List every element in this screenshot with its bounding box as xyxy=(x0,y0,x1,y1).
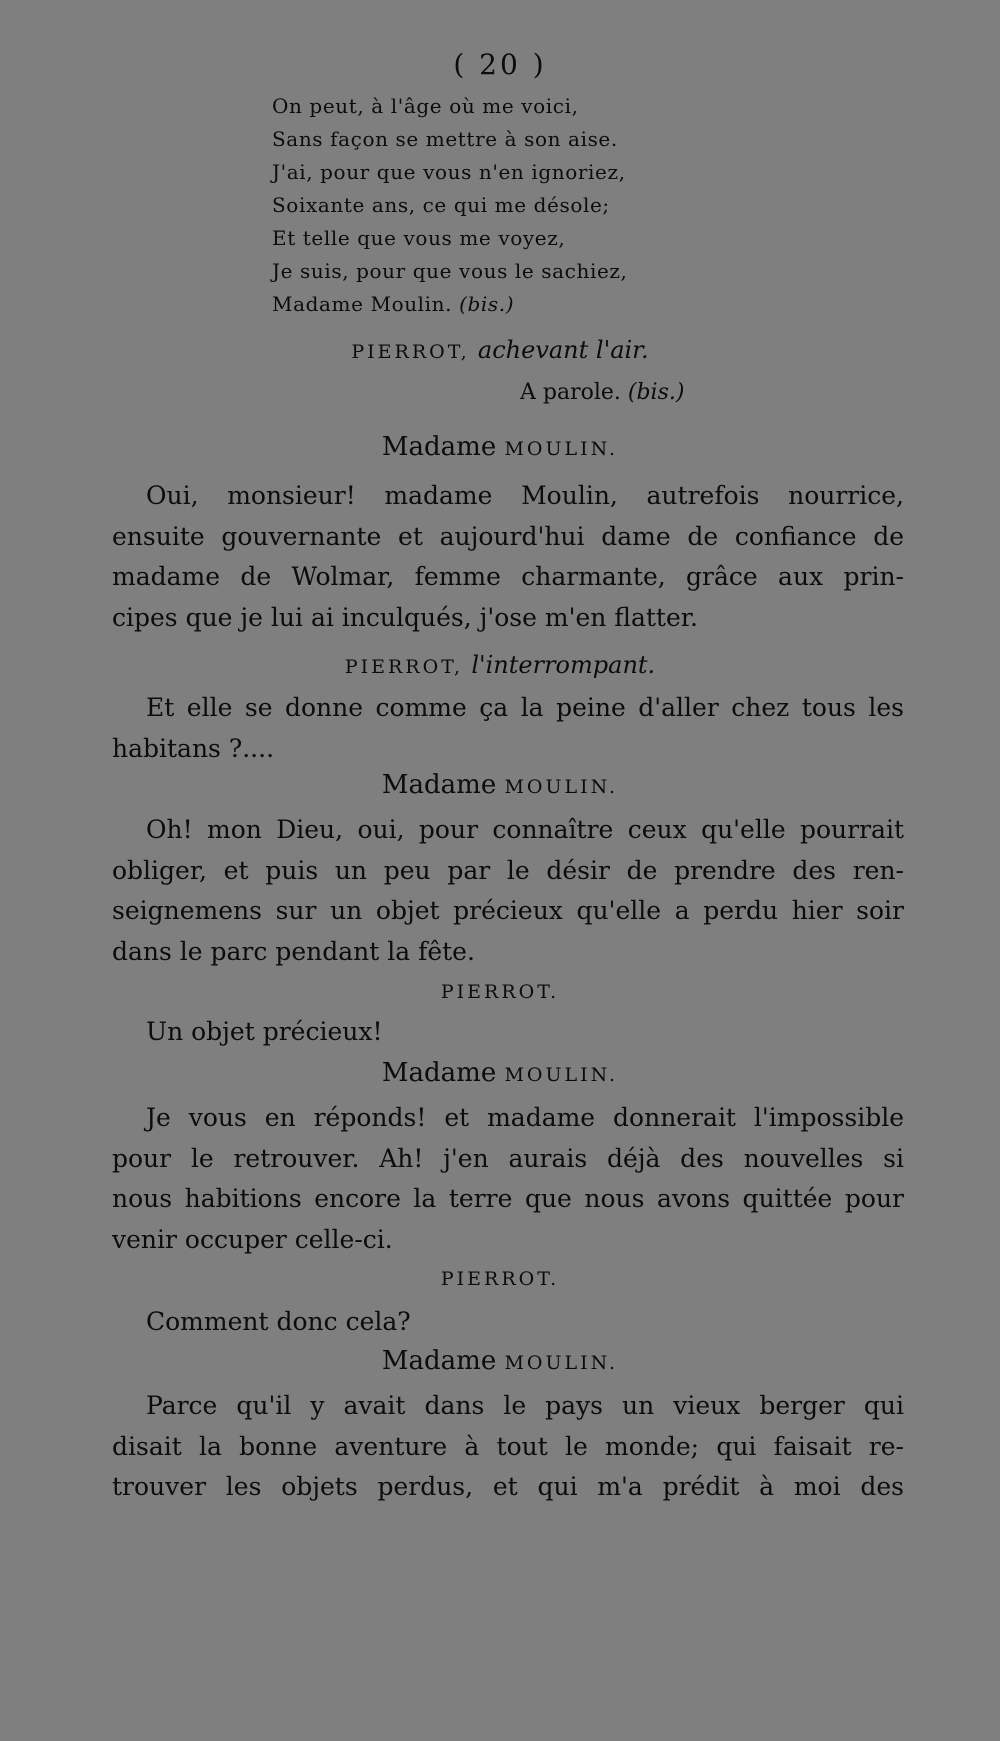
speaker-name: PIERROT, xyxy=(351,341,470,363)
paragraph-line: Et elle se donne comme ça la peine d'aller chez tous les xyxy=(146,693,904,722)
verse-line: Soixante ans, ce qui me désole; xyxy=(272,193,610,217)
a-parole-bis: (bis.) xyxy=(627,380,685,405)
dialogue-paragraph xyxy=(112,1098,904,1260)
paragraph-line: dans le parc pendant la fête. xyxy=(112,936,475,966)
speaker-prefix: Madame xyxy=(381,1058,497,1088)
speaker-heading xyxy=(0,770,1000,800)
speaker-heading xyxy=(0,975,1000,1005)
a-parole-line xyxy=(520,380,684,405)
verse-bis: (bis.) xyxy=(459,292,515,316)
verse-line: J'ai, pour que vous n'en ignoriez, xyxy=(272,160,626,184)
speaker-name: MOULIN. xyxy=(504,776,619,798)
speaker-heading xyxy=(0,432,1000,462)
paragraph-line: venir occuper celle-ci. xyxy=(112,1224,393,1254)
stage-direction: l'interrompant. xyxy=(471,651,656,679)
speaker-name: PIERROT. xyxy=(440,1268,560,1290)
speaker-heading xyxy=(0,335,1000,365)
verse-line: Je suis, pour que vous le sachiez, xyxy=(272,259,628,283)
paragraph-line: cipes que je lui ai inculqués, j'ose m'en flatter. xyxy=(112,602,698,632)
paragraph-line: Oui, monsieur! madame Moulin, autrefois nourrice, xyxy=(146,481,904,510)
dialogue-paragraph xyxy=(112,476,904,638)
a-parole-text: A parole. xyxy=(520,380,621,405)
paragraph-line: pour le retrouver. Ah! j'en aurais déjà des nouvelles si xyxy=(112,1143,904,1173)
dialogue-paragraph xyxy=(112,1302,904,1343)
speaker-name: PIERROT. xyxy=(440,981,560,1003)
speaker-heading xyxy=(0,1346,1000,1376)
speaker-name: PIERROT, xyxy=(344,656,464,678)
speaker-heading xyxy=(0,1058,1000,1088)
paragraph-line: seignemens sur un objet précieux qu'elle a perdu hier soir xyxy=(112,896,904,925)
dialogue-paragraph xyxy=(112,1386,904,1508)
paragraph-line: Je vous en réponds! et madame donnerait l'impossible xyxy=(146,1103,904,1132)
paragraph-line: trouver les objets perdus, et qui m'a prédit à moi des xyxy=(112,1472,904,1501)
speaker-name: MOULIN. xyxy=(504,438,619,460)
page-number: ( 20 ) xyxy=(453,48,547,81)
stage-direction: achevant l'air. xyxy=(477,336,649,364)
paragraph-line: obliger, et puis un peu par le désir de prendre des ren- xyxy=(112,855,904,885)
paragraph-line: nous habitions encore la terre que nous avons quittée pour xyxy=(112,1184,904,1213)
speaker-heading xyxy=(0,1262,1000,1292)
paragraph-line: habitans ?.... xyxy=(112,733,275,763)
speaker-heading xyxy=(0,650,1000,680)
speaker-name: MOULIN. xyxy=(504,1352,619,1374)
verse-line-last xyxy=(272,288,912,321)
paragraph-line: madame de Wolmar, femme charmante, grâce aux prin- xyxy=(112,562,904,591)
speaker-name: MOULIN. xyxy=(504,1064,619,1086)
verse-line: Madame Moulin. xyxy=(272,292,453,316)
song-verse xyxy=(272,90,912,321)
dialogue-paragraph xyxy=(112,810,904,972)
dialogue-paragraph xyxy=(112,688,904,769)
paragraph-line: Comment donc cela? xyxy=(146,1307,411,1336)
speaker-prefix: Madame xyxy=(381,432,497,462)
verse-line: Et telle que vous me voyez, xyxy=(272,226,566,250)
paragraph-line: ensuite gouvernante et aujourd'hui dame de confiance de xyxy=(112,521,904,551)
paragraph-line: Un objet précieux! xyxy=(146,1017,383,1046)
paragraph-line: disait la bonne aventure à tout le monde; qui faisait re- xyxy=(112,1431,904,1461)
speaker-prefix: Madame xyxy=(381,770,497,800)
dialogue-paragraph xyxy=(112,1012,904,1053)
speaker-prefix: Madame xyxy=(381,1346,497,1376)
paragraph-line: Parce qu'il y avait dans le pays un vieux berger qui xyxy=(146,1391,904,1420)
verse-line: Sans façon se mettre à son aise. xyxy=(272,127,618,151)
paragraph-line: Oh! mon Dieu, oui, pour connaître ceux qu'elle pourrait xyxy=(146,815,904,844)
verse-line: On peut, à l'âge où me voici, xyxy=(272,94,579,118)
